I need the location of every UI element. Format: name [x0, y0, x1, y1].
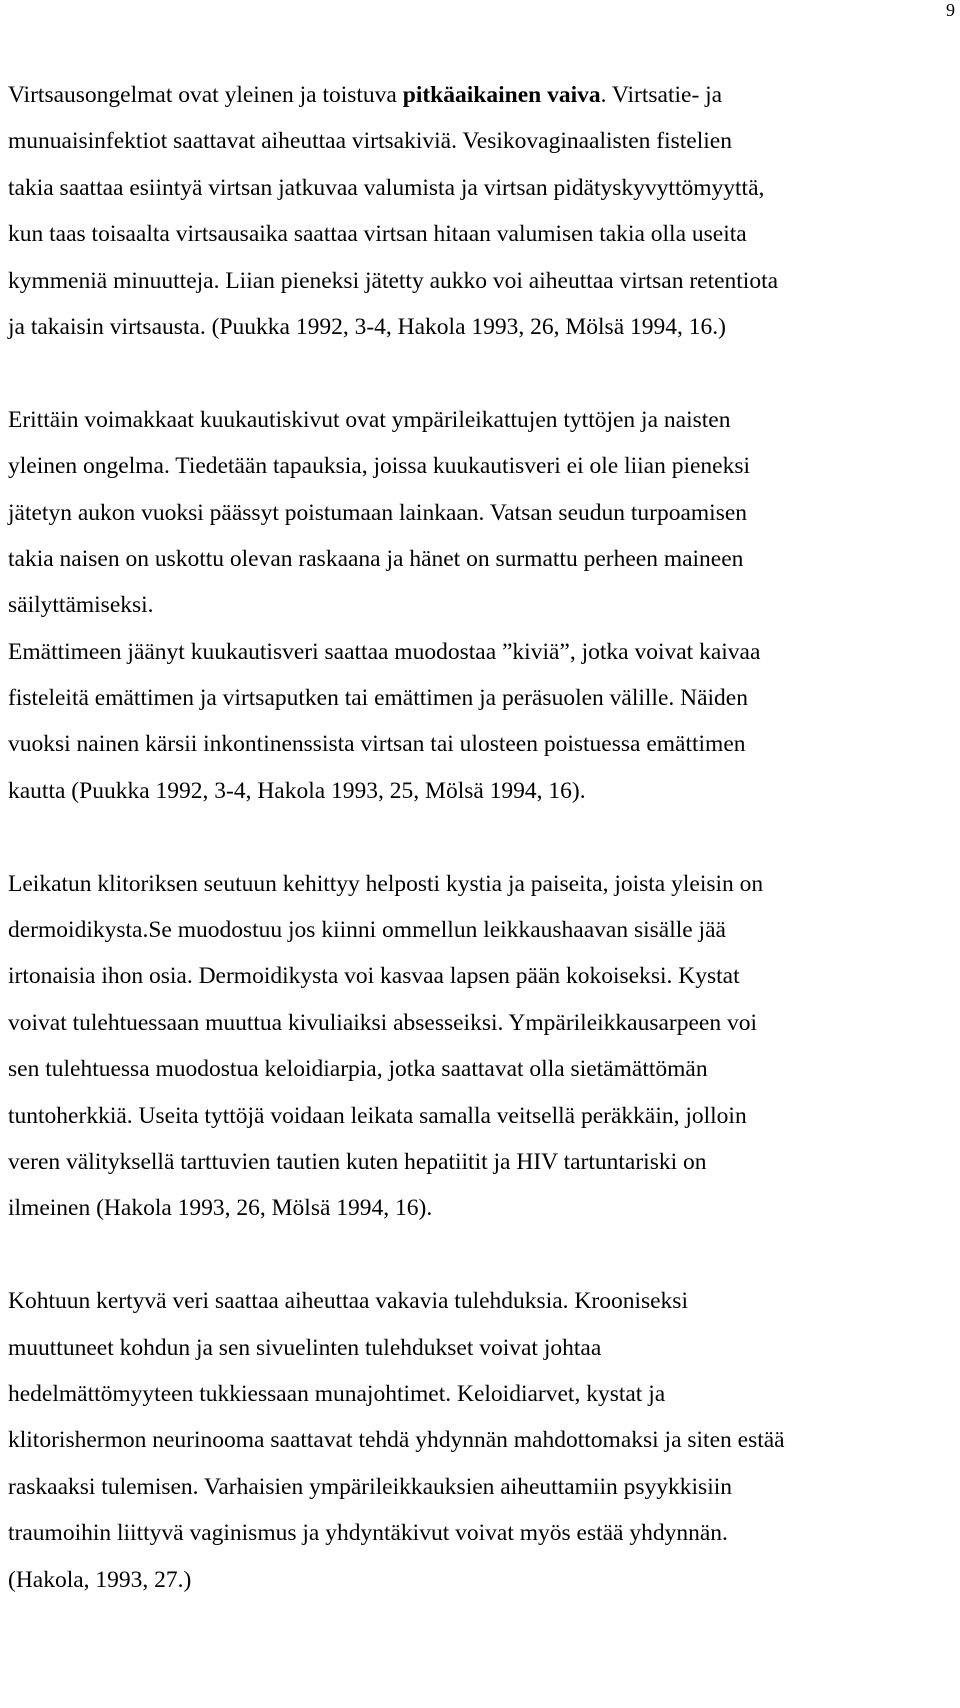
text-line: säilyttämiseksi. [8, 592, 154, 619]
text-line: ja takaisin virtsausta. (Puukka 1992, 3-4, Hakola 1993, 26, Mölsä 1994, 16.) [8, 313, 726, 340]
text-line: munuaisinfektiot saattavat aiheuttaa virtsakiviä. Vesikovaginaalisten fistelien [8, 128, 732, 155]
text-line: ilmeinen (Hakola 1993, 26, Mölsä 1994, 16). [8, 1195, 433, 1222]
text-line: kautta (Puukka 1992, 3-4, Hakola 1993, 25, Mölsä 1994, 16). [8, 777, 586, 804]
text-line: kymmeniä minuutteja. Liian pieneksi jätetty aukko voi aiheuttaa virtsan retentiota [8, 267, 779, 294]
text-line: fisteleitä emättimen ja virtsaputken tai emättimen ja peräsuolen välille. Näiden [8, 685, 748, 712]
bold-term: pitkäaikainen vaiva [402, 82, 601, 108]
paragraph-menstrual-problems [8, 397, 958, 815]
page-number: 9 [946, 0, 955, 20]
paragraph-gap [8, 814, 958, 860]
text-line: irtonaisia ihon osia. Dermoidikysta voi kasvaa lapsen pään kokoiseksi. Kystat [8, 963, 740, 990]
text-line: muuttuneet kohdun ja sen sivuelinten tulehdukset voivat johtaa [8, 1334, 602, 1361]
text-line: sen tulehtuessa muodostua keloidiarpia, jotka saattavat olla sietämättömän [8, 1056, 708, 1083]
text-line: Kohtuun kertyvä veri saattaa aiheuttaa vakavia tulehduksia. Krooniseksi [8, 1288, 688, 1315]
text-line: kun taas toisaalta virtsausaika saattaa virtsan hitaan valumisen takia olla useita [8, 221, 747, 248]
text-line: traumoihin liittyvä vaginismus ja yhdyntäkivut voivat myös estää yhdynnän. [8, 1520, 728, 1547]
text-line: klitorishermon neurinooma saattavat tehdä yhdynnän mahdottomaksi ja siten estää [8, 1427, 785, 1454]
text-line: Leikatun klitoriksen seutuun kehittyy helposti kystia ja paiseita, joista yleisin on [8, 870, 764, 897]
text-line: (Hakola, 1993, 27.) [8, 1566, 192, 1593]
text-line: takia naisen on uskottu olevan raskaana ja hänet on surmattu perheen maineen [8, 545, 744, 572]
text-line: hedelmättömyyteen tukkiessaan munajohtimet. Keloidiarvet, kystat ja [8, 1380, 666, 1407]
text-line: yleinen ongelma. Tiedetään tapauksia, joissa kuukautisveri ei ole liian pieneksi [8, 453, 751, 480]
text-run: . Virtsatie- ja [600, 82, 723, 108]
paragraph-gap [8, 1232, 958, 1278]
text-line: vuoksi nainen kärsii inkontinenssista virtsan tai ulosteen poistuessa emättimen [8, 731, 746, 758]
text-line: Emättimeen jäänyt kuukautisveri saattaa muodostaa ”kiviä”, jotka voivat kaivaa [8, 638, 761, 665]
text-line: takia saattaa esiintyä virtsan jatkuvaa valumista ja virtsan pidätyskyvyttömyyttä, [8, 174, 765, 201]
text-line: jätetyn aukon vuoksi päässyt poistumaan lainkaan. Vatsan seudun turpoamisen [8, 499, 748, 526]
text-run: Virtsausongelmat ovat yleinen ja toistuva [8, 82, 403, 108]
paragraph-urinary-problems [8, 72, 958, 350]
paragraph-gap [8, 350, 958, 396]
document-body [8, 72, 958, 1603]
text-line: Erittäin voimakkaat kuukautiskivut ovat ympärileikattujen tyttöjen ja naisten [8, 406, 731, 433]
text-line: dermoidikysta.Se muodostuu jos kiinni ommellun leikkaushaavan sisälle jää [8, 917, 726, 944]
text-line: tuntoherkkiä. Useita tyttöjä voidaan leikata samalla veitsellä peräkkäin, jolloin [8, 1102, 747, 1129]
paragraph-cysts [8, 861, 958, 1232]
text-line: voivat tulehtuessaan muuttua kivuliaiksi absesseiksi. Ympärileikkausarpeen voi [8, 1009, 758, 1036]
text-line: raskaaksi tulemisen. Varhaisien ympärileikkauksien aiheuttamiin psyykkisiin [8, 1473, 733, 1500]
paragraph-infections [8, 1278, 958, 1603]
text-line [8, 72, 958, 118]
text-line: veren välityksellä tarttuvien tautien kuten hepatiitit ja HIV tartuntariski on [8, 1148, 707, 1175]
